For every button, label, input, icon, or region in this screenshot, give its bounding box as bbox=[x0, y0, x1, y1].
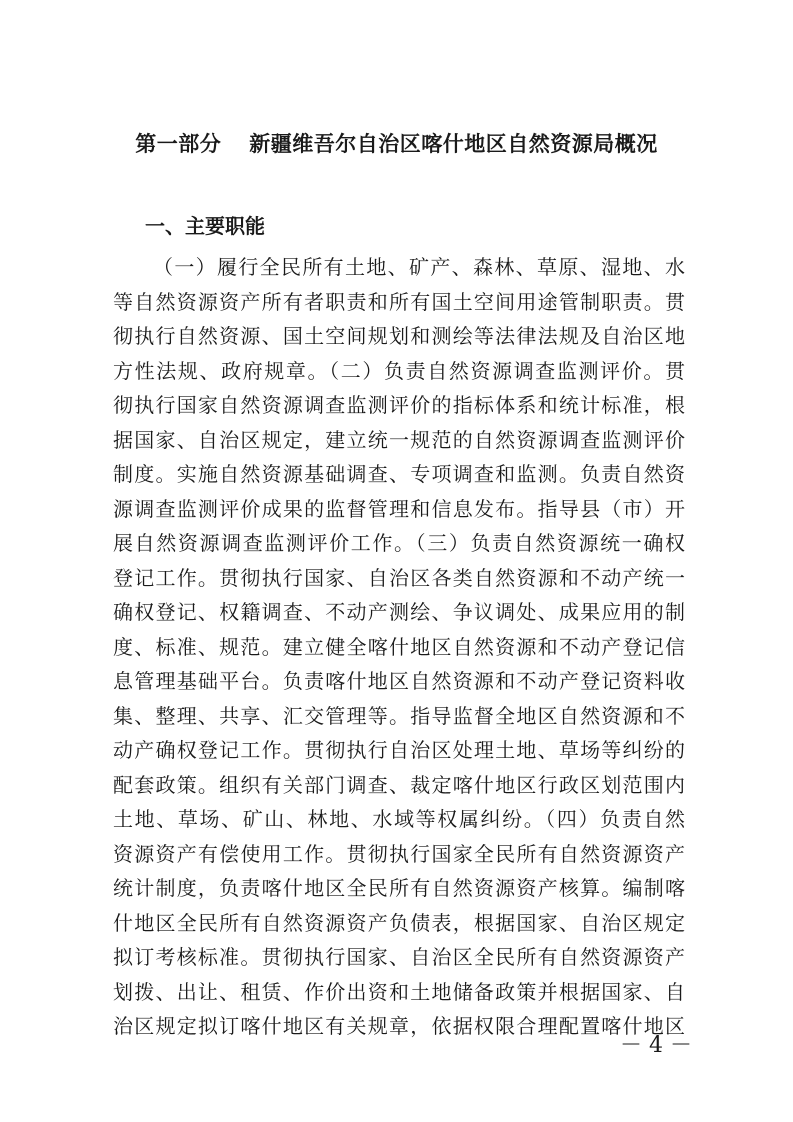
text-line: 登记工作。贯彻执行国家、自治区各类自然资源和不动产统一 bbox=[113, 565, 685, 590]
title-part: 第一部分 bbox=[135, 132, 222, 156]
text-line: 制度。实施自然资源基础调查、专项调查和监测。负责自然资 bbox=[113, 462, 685, 486]
page-number: － 4 － bbox=[620, 1033, 692, 1058]
text-line: （一）履行全民所有土地、矿产、森林、草原、湿地、水 bbox=[153, 255, 685, 279]
text-line: 确权登记、权籍调查、不动产测绘、争议调处、成果应用的制 bbox=[113, 600, 685, 624]
text-line: 等自然资源资产所有者职责和所有国土空间用途管制职责。贯 bbox=[113, 289, 685, 314]
text-line: 展自然资源调查监测评价工作。（三）负责自然资源统一确权 bbox=[113, 531, 685, 555]
text-line: 资源资产有偿使用工作。贯彻执行国家全民所有自然资源资产 bbox=[113, 841, 685, 866]
text-line: 度、标准、规范。建立健全喀什地区自然资源和不动产登记信 bbox=[113, 634, 685, 659]
text-line: 据国家、自治区规定，建立统一规范的自然资源调查监测评价 bbox=[113, 427, 685, 452]
text-line: 统计制度，负责喀什地区全民所有自然资源资产核算。编制喀 bbox=[113, 876, 685, 900]
text-line: 什地区全民所有自然资源资产负债表，根据国家、自治区规定 bbox=[113, 910, 685, 935]
text-line: 方性法规、政府规章。（二）负责自然资源调查监测评价。贯 bbox=[113, 358, 685, 383]
text-line: 配套政策。组织有关部门调查、裁定喀什地区行政区划范围内 bbox=[113, 772, 685, 797]
text-line: 彻执行自然资源、国土空间规划和测绘等法律法规及自治区地 bbox=[113, 324, 685, 348]
text-line: 划拨、出让、租赁、作价出资和土地储备政策并根据国家、自 bbox=[113, 979, 685, 1004]
text-line: 彻执行国家自然资源调查监测评价的指标体系和统计标准，根 bbox=[113, 393, 685, 417]
text-line: 集、整理、共享、汇交管理等。指导监督全地区自然资源和不 bbox=[113, 703, 685, 728]
text-line: 治区规定拟订喀什地区有关规章，依据权限合理配置喀什地区 bbox=[113, 1014, 685, 1038]
title-main: 新疆维吾尔自治区喀什地区自然资源局概况 bbox=[249, 132, 658, 156]
text-line: 息管理基础平台。负责喀什地区自然资源和不动产登记资料收 bbox=[113, 669, 685, 693]
text-line: 拟订考核标准。贯彻执行国家、自治区全民所有自然资源资产 bbox=[113, 945, 685, 969]
text-line: 源调查监测评价成果的监督管理和信息发布。指导县（市）开 bbox=[113, 496, 685, 521]
section-heading: 一、主要职能 bbox=[145, 214, 265, 238]
body-paragraph bbox=[113, 250, 685, 1044]
text-line: 动产确权登记工作。贯彻执行自治区处理土地、草场等纠纷的 bbox=[113, 738, 685, 762]
page-title bbox=[0, 128, 793, 158]
text-line: 土地、草场、矿山、林地、水域等权属纠纷。（四）负责自然 bbox=[113, 807, 685, 831]
